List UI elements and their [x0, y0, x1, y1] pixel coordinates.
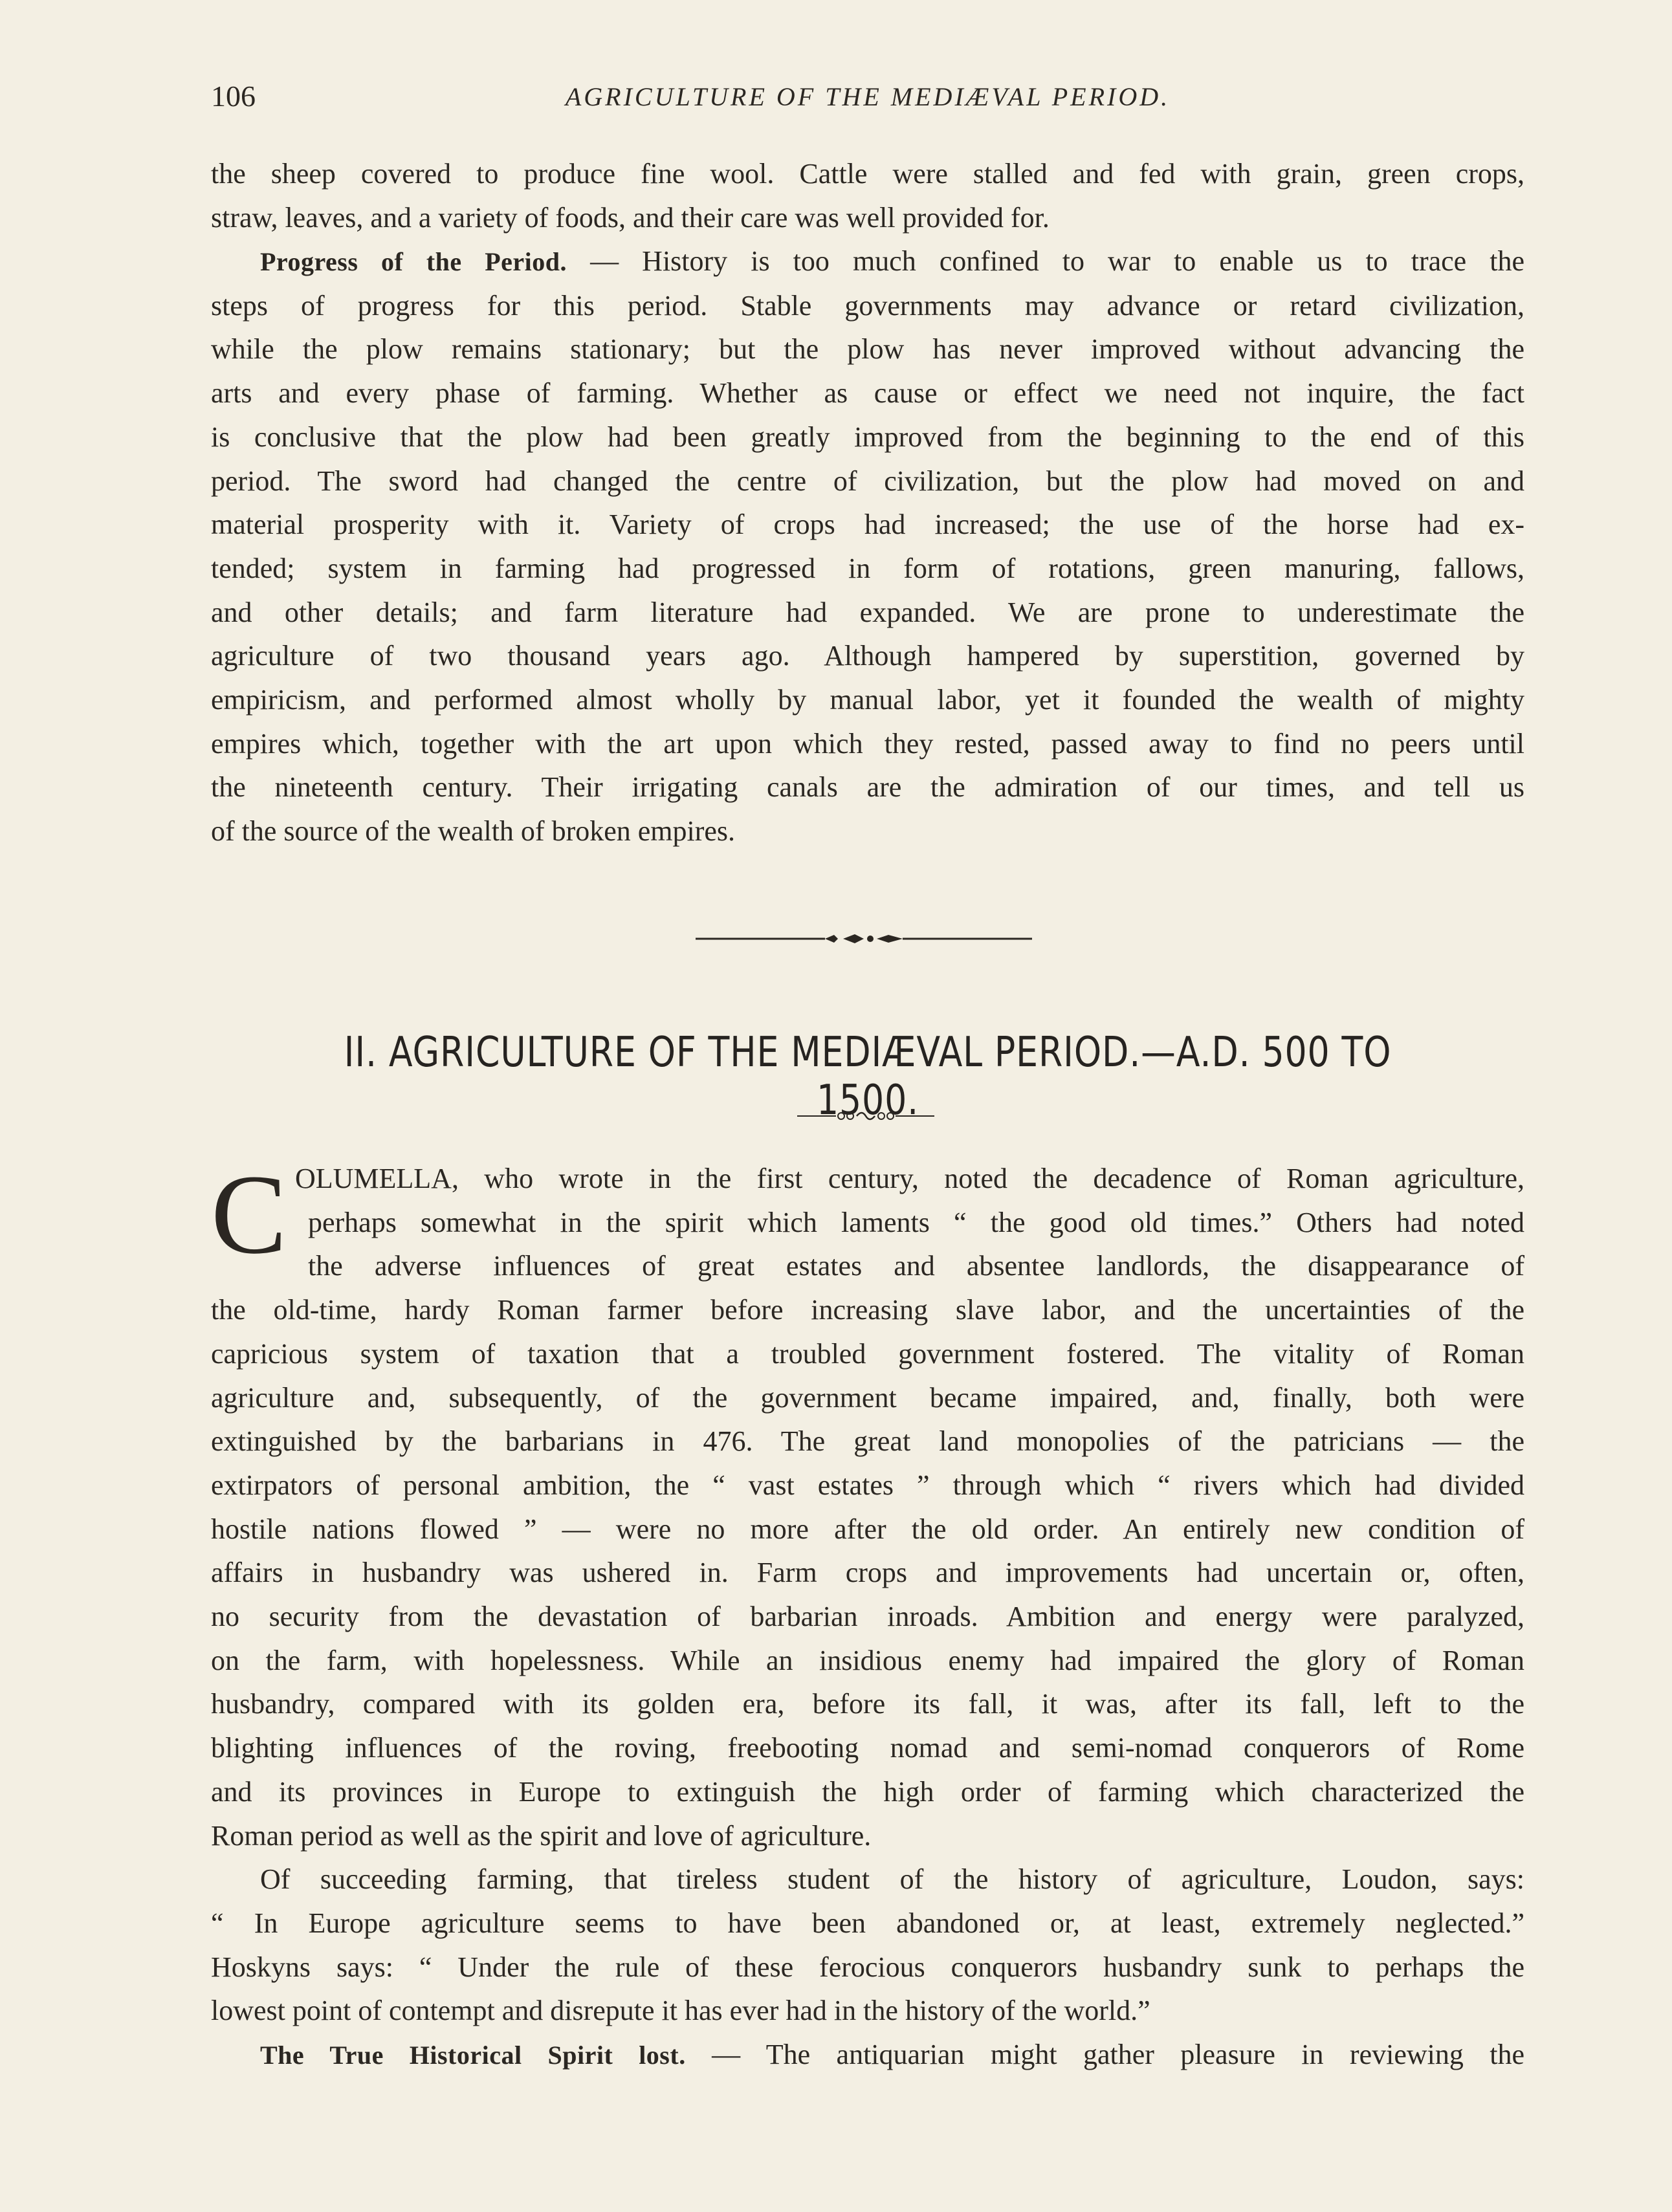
runin-heading: The True Historical Spirit lost.: [260, 2041, 686, 2070]
runin-heading: Progress of the Period.: [260, 247, 567, 276]
text-line: empiricism, and performed almost wholly by manual labor, yet it founded the wealth of mighty: [211, 684, 1524, 716]
text-line: period. The sword had changed the centre of civilization, but the plow had moved on and: [211, 465, 1524, 497]
text-line: capricious system of taxation that a troubled government fostered. The vitality of Roman: [211, 1337, 1524, 1370]
page-header: [211, 79, 1524, 118]
text-line: and other details; and farm literature had expanded. We are prone to underestimate the: [211, 596, 1524, 628]
text-fragment: — History is too much confined to war to enable us to trace the: [590, 245, 1525, 277]
text-line: Hoskyns says: “ Under the rule of these ferocious conquerors husbandry sunk to perhaps the: [211, 1951, 1524, 1983]
running-title: AGRICULTURE OF THE MEDIÆVAL PERIOD.: [565, 82, 1171, 111]
text-line: [211, 2033, 1524, 2077]
text-line: no security from the devastation of barbarian inroads. Ambition and energy were paralyzed,: [211, 1601, 1524, 1633]
text-line: blighting influences of the roving, freebooting nomad and semi-nomad conquerors of Rome: [211, 1732, 1524, 1764]
page-number: 106: [211, 80, 256, 113]
section-heading: II. AGRICULTURE OF THE MEDIÆVAL PERIOD.—A.D. 500 TO 1500.: [344, 1029, 1392, 1124]
text-line: affairs in husbandry was ushered in. Farm crops and improvements had uncertain or, often,: [211, 1557, 1524, 1589]
text-line: material prosperity with it. Variety of crops had increased; the use of the horse had ex-: [211, 509, 1524, 541]
text-line: the nineteenth century. Their irrigating canals are the admiration of our times, and tell us: [211, 771, 1524, 804]
text-line: steps of progress for this period. Stable governments may advance or retard civilization,: [211, 289, 1524, 322]
text-line: while the plow remains stationary; but the plow has never improved without advancing the: [211, 333, 1524, 366]
text-line: agriculture and, subsequently, of the government became impaired, and, finally, both were: [211, 1381, 1524, 1414]
text-line: is conclusive that the plow had been greatly improved from the beginning to the end of this: [211, 421, 1524, 453]
text-line: and its provinces in Europe to extinguish the high order of farming which characterized the: [211, 1775, 1524, 1808]
text-line: the adverse influences of great estates and absentee landlords, the disappearance of: [308, 1250, 1524, 1282]
text-line: OLUMELLA, who wrote in the first century, noted the decadence of Roman agriculture,: [295, 1163, 1524, 1194]
text-line: tended; system in farming had progressed in form of rotations, green manuring, fallows,: [211, 552, 1524, 584]
top-paragraph: [211, 152, 1524, 239]
text-line: on the farm, with hopelessness. While an insidious enemy had impaired the glory of Roman: [211, 1644, 1524, 1676]
text-line: husbandry, compared with its golden era, before its fall, it was, after its fall, left to the: [211, 1688, 1524, 1720]
ornamental-rule: [696, 928, 1032, 949]
text-line: arts and every phase of farming. Whether as cause or effect we need not inquire, the fact: [211, 377, 1524, 410]
text-line: Of succeeding farming, that tireless student of the history of agriculture, Loudon, says:: [260, 1863, 1524, 1896]
text-line: perhaps somewhat in the spirit which laments “ the good old times.” Others had noted: [308, 1206, 1524, 1238]
text-line: lowest point of contempt and disrepute it has ever had in the history of the world.”: [211, 1995, 1150, 2027]
text-line: hostile nations flowed ” — were no more after the old order. An entirely new condition of: [211, 1513, 1524, 1545]
text-line: the sheep covered to produce fine wool. Cattle were stalled and fed with grain, green crops,: [211, 158, 1524, 190]
drop-cap: C: [211, 1152, 287, 1278]
columella-paragraph: [211, 1152, 1525, 2077]
true-spirit-paragraph: [211, 2033, 1524, 2077]
text-line: extinguished by the barbarians in 476. The great land monopolies of the patricians — the: [211, 1425, 1524, 1458]
text-fragment: — The antiquarian might gather pleasure in reviewing the: [712, 2039, 1525, 2071]
text-line: empires which, together with the art upon which they rested, passed away to find no peers until: [211, 727, 1524, 760]
text-line: of the source of the wealth of broken empires.: [211, 815, 736, 848]
progress-paragraph: [211, 239, 1524, 853]
ornamental-flourish: [797, 1108, 934, 1124]
succeeding-paragraph: [211, 1857, 1524, 2033]
text-line: straw, leaves, and a variety of foods, and their care was well provided for.: [211, 201, 1050, 234]
text-line: [211, 239, 1524, 284]
text-line: “ In Europe agriculture seems to have been abandoned or, at least, extremely neglected.”: [211, 1907, 1524, 1939]
text-line: Roman period as well as the spirit and love of agriculture.: [211, 1819, 872, 1852]
text-line: agriculture of two thousand years ago. Although hampered by superstition, governed by: [211, 640, 1524, 672]
text-line: extirpators of personal ambition, the “ vast estates ” through which “ rivers which had divided: [211, 1469, 1524, 1501]
text-line: the old-time, hardy Roman farmer before increasing slave labor, and the uncertainties of the: [211, 1294, 1524, 1326]
